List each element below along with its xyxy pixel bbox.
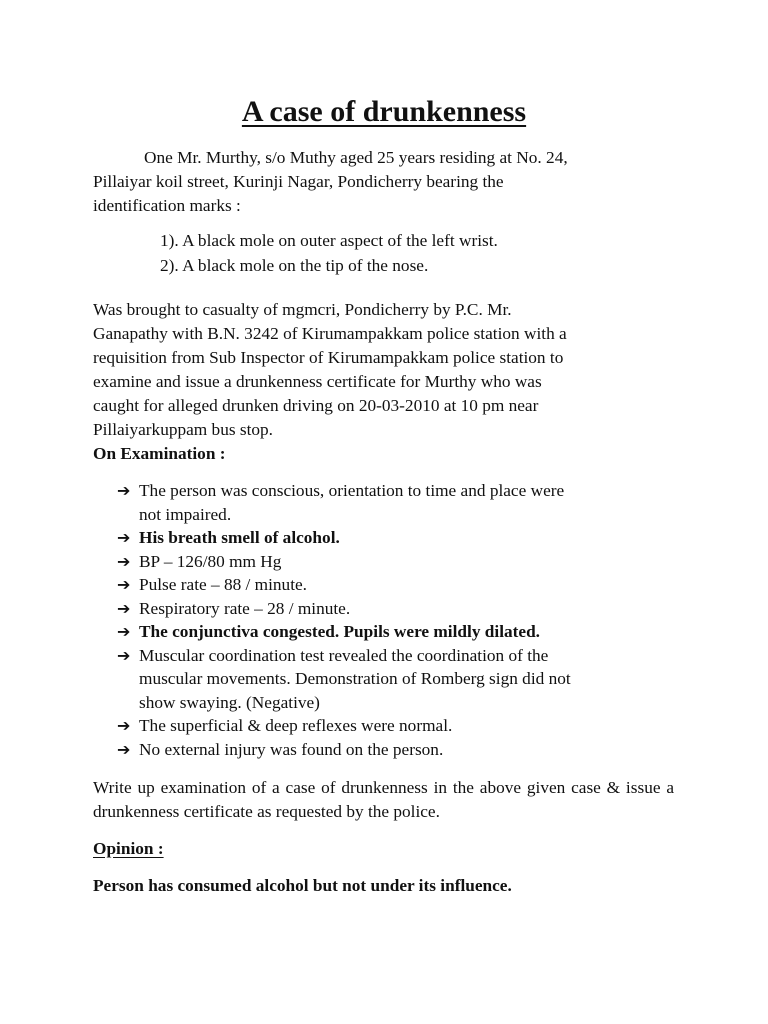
finding-text: BP – 126/80 mm Hg	[139, 551, 282, 571]
finding-item	[117, 714, 677, 738]
finding-text: No external injury was found on the person.	[139, 739, 444, 759]
finding-item	[117, 738, 677, 762]
identification-mark: 1). A black mole on outer aspect of the left wrist.	[160, 231, 498, 250]
finding-item	[117, 550, 677, 574]
brought-line: Was brought to casualty of mgmcri, Pondicherry by P.C. Mr.	[93, 300, 512, 319]
arrow-bullet-icon: ➔	[117, 739, 131, 759]
write-up-paragraph: Write up examination of a case of drunkenness in the above given case & issue a drunkenness certificate as requested by the police.	[93, 778, 674, 821]
arrow-bullet-icon: ➔	[117, 551, 131, 571]
finding-text: The conjunctiva congested. Pupils were mildly dilated.	[139, 622, 540, 641]
arrow-bullet-icon: ➔	[117, 575, 131, 594]
arrow-bullet-icon: ➔	[117, 716, 131, 735]
finding-item	[117, 597, 677, 621]
brought-line: Pillaiyarkuppam bus stop.	[93, 420, 274, 439]
finding-text: His breath smell of alcohol.	[139, 528, 340, 547]
finding-text: show swaying. (Negative)	[139, 692, 320, 712]
arrow-bullet-icon: ➔	[117, 598, 131, 618]
finding-text: muscular movements. Demonstration of Romberg sign did not	[139, 669, 571, 688]
finding-text: Pulse rate – 88 / minute.	[139, 575, 307, 594]
intro-paragraph	[93, 146, 683, 218]
opinion-heading-text: Opinion :	[93, 839, 164, 858]
brought-line: requisition from Sub Inspector of Kirumampakkam police station to	[93, 348, 564, 367]
intro-line-3: identification marks :	[93, 196, 241, 215]
finding-text: Respiratory rate – 28 / minute.	[139, 598, 351, 618]
intro-line-1: One Mr. Murthy, s/o Muthy aged 25 years residing at No. 24,	[144, 148, 568, 167]
brought-paragraph	[93, 298, 683, 442]
finding-item	[117, 479, 677, 526]
finding-item	[117, 573, 677, 597]
opinion-heading	[93, 837, 164, 861]
finding-text: not impaired.	[139, 504, 232, 524]
examination-findings-list	[117, 479, 677, 761]
arrow-bullet-icon: ➔	[117, 622, 131, 641]
intro-line-2: Pillaiyar koil street, Kurinji Nagar, Pondicherry bearing the	[93, 172, 504, 191]
brought-line: Ganapathy with B.N. 3242 of Kirumampakkam police station with a	[93, 324, 567, 343]
finding-item	[117, 526, 677, 550]
brought-line: examine and issue a drunkenness certificate for Murthy who was	[93, 372, 542, 391]
title-text: A case of drunkenness	[241, 95, 527, 128]
identification-mark: 2). A black mole on the tip of the nose.	[160, 255, 429, 275]
finding-item	[117, 644, 677, 715]
arrow-bullet-icon: ➔	[117, 645, 131, 665]
opinion-text: Person has consumed alcohol but not under its influence.	[93, 876, 512, 895]
document-title	[0, 92, 768, 132]
finding-item	[117, 620, 677, 644]
arrow-bullet-icon: ➔	[117, 481, 131, 500]
examination-heading: On Examination :	[93, 444, 226, 463]
brought-line: caught for alleged drunken driving on 20-03-2010 at 10 pm near	[93, 396, 539, 415]
finding-text: Muscular coordination test revealed the coordination of the	[139, 645, 549, 665]
identification-marks-list	[160, 229, 498, 278]
finding-text: The person was conscious, orientation to time and place were	[139, 481, 565, 500]
finding-text: The superficial & deep reflexes were normal.	[139, 716, 453, 735]
arrow-bullet-icon: ➔	[117, 528, 131, 547]
